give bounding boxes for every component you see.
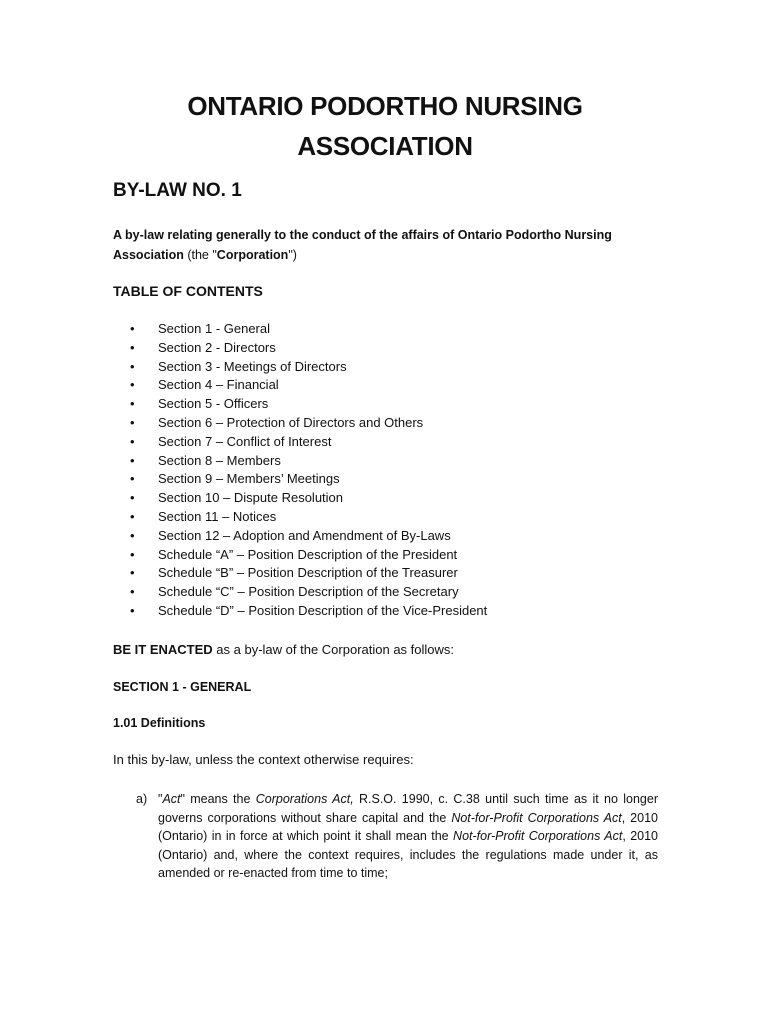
bullet-icon: • bbox=[130, 527, 135, 543]
toc-item bbox=[113, 470, 487, 489]
definition-quote: " bbox=[158, 792, 163, 806]
bullet-icon: • bbox=[130, 546, 135, 562]
toc-item bbox=[113, 602, 487, 621]
toc-item bbox=[113, 395, 487, 414]
document-title bbox=[100, 86, 670, 166]
toc-item bbox=[113, 583, 487, 602]
toc-item-label: Schedule “B” – Position Description of the Treasurer bbox=[158, 565, 458, 581]
title-line-2: ASSOCIATION bbox=[297, 131, 473, 161]
toc-item bbox=[113, 433, 487, 452]
intro-bold-text: A by-law relating generally to the conduct of the affairs of Ontario Podortho Nursing Association bbox=[113, 228, 612, 262]
bullet-icon: • bbox=[130, 339, 135, 355]
toc-item bbox=[113, 452, 487, 471]
bullet-icon: • bbox=[130, 377, 135, 393]
bylaw-intro bbox=[113, 225, 658, 265]
toc-heading: TABLE OF CONTENTS bbox=[113, 283, 263, 299]
definition-text-1: " means the bbox=[180, 792, 256, 806]
definition-label: a) bbox=[136, 792, 148, 806]
enactment-text: as a by-law of the Corporation as follows: bbox=[212, 642, 455, 657]
bullet-icon: • bbox=[130, 452, 135, 468]
bullet-icon: • bbox=[130, 565, 135, 581]
toc-item-label: Section 3 - Meetings of Directors bbox=[158, 358, 347, 374]
toc-item-label: Section 6 – Protection of Directors and Others bbox=[158, 414, 424, 430]
section-heading: SECTION 1 - GENERAL bbox=[113, 680, 252, 694]
toc-item-label: Section 7 – Conflict of Interest bbox=[158, 433, 332, 449]
toc-item bbox=[113, 527, 487, 546]
toc-item-label: Section 2 - Directors bbox=[158, 339, 276, 355]
definition-item bbox=[136, 790, 658, 883]
toc-item bbox=[113, 489, 487, 508]
definitions-heading: 1.01 Definitions bbox=[113, 716, 206, 730]
bullet-icon: • bbox=[130, 602, 135, 618]
toc-item bbox=[113, 414, 487, 433]
toc-item-label: Section 9 – Members’ Meetings bbox=[158, 471, 340, 487]
bullet-icon: • bbox=[130, 396, 135, 412]
bullet-icon: • bbox=[130, 584, 135, 600]
toc-item-label: Section 8 – Members bbox=[158, 452, 281, 468]
toc-list bbox=[113, 320, 487, 621]
definition-term: Act bbox=[162, 792, 181, 806]
definition-text-2: R.S.O. 1990, c. C.38 until such time as it no longer governs corporations without share capital and the bbox=[158, 792, 658, 825]
definition-text bbox=[158, 790, 658, 883]
toc-item bbox=[113, 546, 487, 565]
toc-item-label: Section 5 - Officers bbox=[158, 396, 269, 412]
enactment-clause bbox=[113, 642, 454, 657]
definitions-intro: In this by-law, unless the context otherwise requires: bbox=[113, 752, 414, 767]
toc-item-label: Schedule “D” – Position Description of the Vice-President bbox=[158, 602, 488, 618]
intro-paren-close: ") bbox=[288, 248, 297, 262]
toc-item-label: Schedule “C” – Position Description of the Secretary bbox=[158, 584, 459, 600]
toc-item-label: Section 1 - General bbox=[158, 321, 271, 336]
toc-item bbox=[113, 339, 487, 358]
toc-item bbox=[113, 376, 487, 395]
toc-item-label: Schedule “A” – Position Description of the President bbox=[158, 546, 458, 562]
toc-item-label: Section 12 – Adoption and Amendment of By-Laws bbox=[158, 527, 451, 543]
bullet-icon: • bbox=[130, 414, 135, 430]
definition-text-3: , 2010 (Ontario) in in force at which point it shall mean the bbox=[158, 810, 658, 844]
intro-corporation-term: Corporation bbox=[216, 248, 289, 262]
toc-item bbox=[113, 564, 487, 583]
definition-act-2: Not-for-Profit Corporations Act bbox=[451, 810, 622, 825]
definition-text-4: , 2010 (Ontario) and, where the context requires, includes the regulations made under it, as amended or re-enacted from time to time; bbox=[158, 829, 659, 881]
bullet-icon: • bbox=[130, 433, 135, 449]
toc-item-label: Section 10 – Dispute Resolution bbox=[158, 490, 344, 506]
toc-item bbox=[113, 320, 487, 339]
bylaw-heading: BY-LAW NO. 1 bbox=[113, 180, 242, 201]
toc-item-label: Section 4 – Financial bbox=[158, 377, 279, 393]
bullet-icon: • bbox=[130, 490, 135, 506]
bullet-icon: • bbox=[130, 471, 135, 487]
definition-act-3: Not-for-Profit Corporations Act bbox=[453, 829, 623, 844]
toc-item bbox=[113, 358, 487, 377]
intro-paren-open: (the " bbox=[183, 248, 217, 262]
toc-item bbox=[113, 508, 487, 527]
definition-act-1: Corporations Act, bbox=[255, 792, 354, 806]
title-line-1: ONTARIO PODORTHO NURSING bbox=[187, 91, 583, 121]
enactment-bold: BE IT ENACTED bbox=[113, 642, 213, 657]
bullet-icon: • bbox=[130, 358, 135, 374]
bullet-icon: • bbox=[130, 321, 135, 336]
toc-item-label: Section 11 – Notices bbox=[158, 508, 277, 524]
bullet-icon: • bbox=[130, 508, 135, 524]
